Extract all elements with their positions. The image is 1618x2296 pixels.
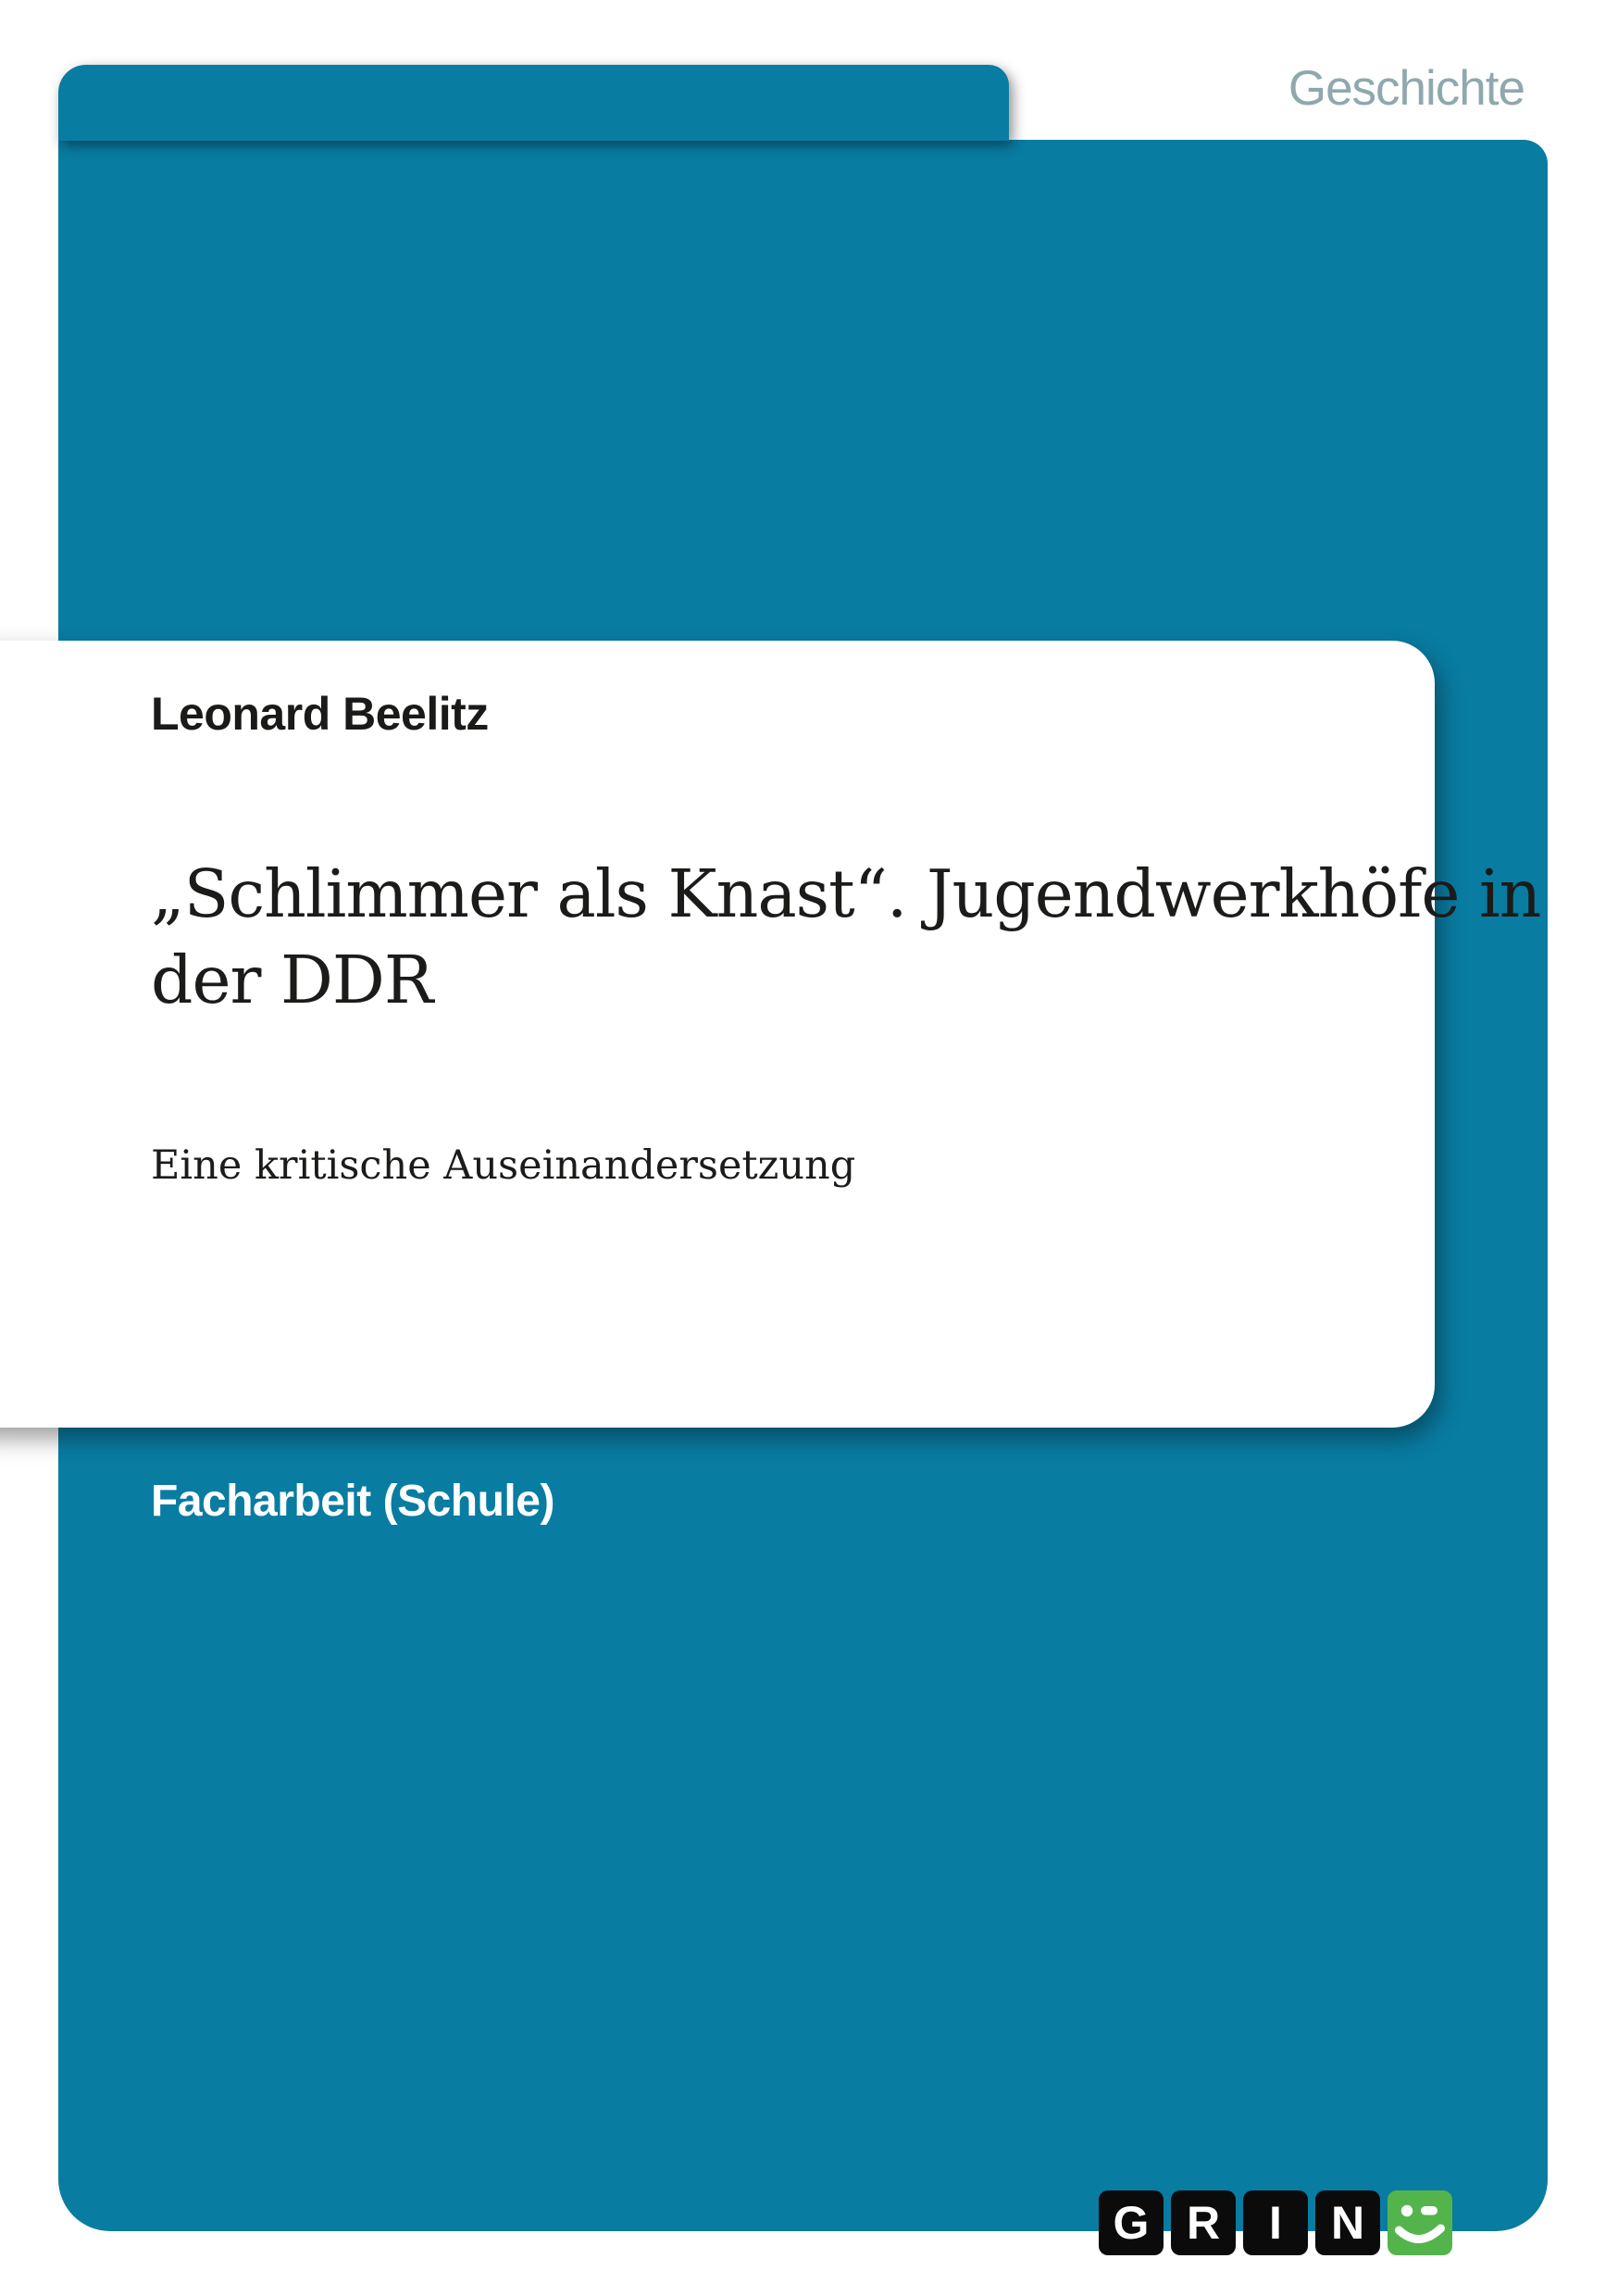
teal-top-tab — [58, 65, 1009, 141]
book-subtitle: Eine kritische Auseinandersetzung — [151, 1142, 856, 1189]
book-title-line2: der DDR — [151, 942, 433, 1018]
book-title — [151, 851, 1541, 1023]
book-title-line1: „Schlimmer als Knast“. Jugendwerkhöfe in — [151, 855, 1541, 932]
grin-logo — [1099, 2190, 1452, 2255]
logo-letter-n: N — [1315, 2190, 1380, 2255]
winking-smiley-icon — [1388, 2190, 1452, 2255]
logo-letter-g: G — [1099, 2190, 1164, 2255]
category-label: Geschichte — [1288, 61, 1525, 116]
logo-letter-i: I — [1243, 2190, 1308, 2255]
title-card — [0, 641, 1435, 1428]
logo-letter-r: R — [1171, 2190, 1236, 2255]
author-name: Leonard Beelitz — [151, 688, 489, 740]
document-type-label: Facharbeit (Schule) — [151, 1477, 554, 1526]
